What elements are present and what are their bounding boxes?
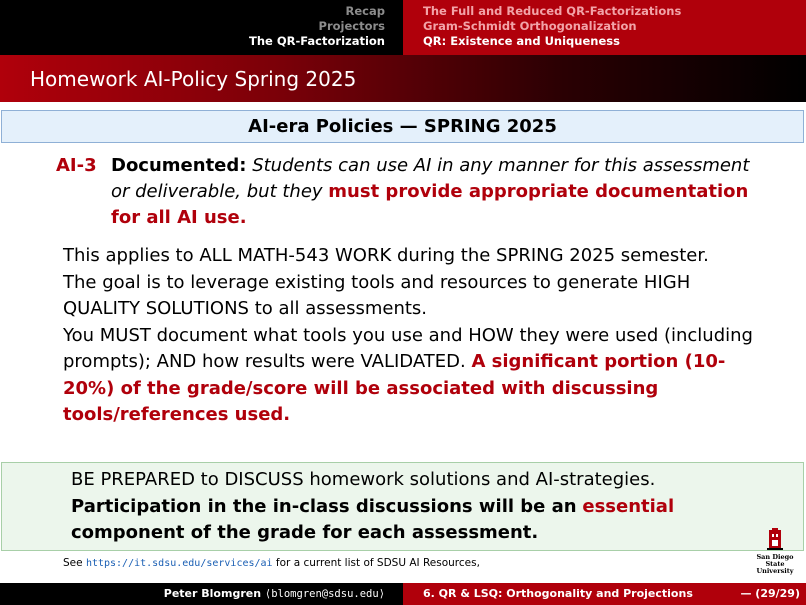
body-p3-emphasis: A significant portion (10-20%) of the grade/score will be associated with discussing tools/references used. xyxy=(63,351,726,425)
prepared-plain: BE PREPARED to DISCUSS homework solutions and AI-strategies. xyxy=(71,469,656,490)
logo-line1: San Diego State xyxy=(756,553,794,568)
footnote-link[interactable]: https://it.sdsu.edu/services/ai xyxy=(85,558,273,569)
body-p3-plain: You MUST document what tools you use and HOW they were used (including prompts); AND how results were VALIDATED. xyxy=(63,324,753,372)
ai3-label: AI-3 xyxy=(56,155,97,176)
header-nav xyxy=(0,0,806,55)
sdsu-logo xyxy=(748,528,802,575)
nav-item-qr-factorization[interactable]: The QR-Factorization xyxy=(249,34,385,48)
nav-item-qr-existence[interactable]: QR: Existence and Uniqueness xyxy=(423,34,620,48)
body-p1: This applies to ALL MATH-543 WORK during the SPRING 2025 semester. xyxy=(63,245,709,266)
policy-body xyxy=(63,243,753,429)
policy-block-title: AI-era Policies — SPRING 2025 xyxy=(248,116,557,137)
footer-page-number: — (29/29) xyxy=(740,587,800,600)
nav-subsections xyxy=(403,0,806,55)
footer-author: Peter Blomgren xyxy=(163,587,262,600)
prepared-bold1: Participation in the in-class discussions will be an xyxy=(71,495,577,517)
prepared-block xyxy=(1,462,804,551)
footer-title: 6. QR & LSQ: Orthogonality and Projections xyxy=(423,587,693,600)
ai3-emphasis: must provide appropriate documentation for all AI use. xyxy=(111,181,749,228)
footer-email: ⟨blomgren@sdsu.edu⟩ xyxy=(264,588,385,600)
nav-item-recap[interactable]: Recap xyxy=(345,4,385,18)
nav-item-gram-schmidt[interactable]: Gram-Schmidt Orthogonalization xyxy=(423,19,637,33)
footnote-pre: See xyxy=(63,557,83,569)
ai3-text xyxy=(111,153,751,231)
footnote xyxy=(63,557,480,569)
prepared-text xyxy=(71,467,755,547)
footnote-post: for a current list of SDSU AI Resources, xyxy=(275,557,480,569)
footer-title-box xyxy=(403,583,806,605)
policy-block-header xyxy=(1,110,804,143)
body-p2: The goal is to leverage existing tools and resources to generate HIGH QUALITY SOLUTIONS to all assessments. xyxy=(63,271,691,319)
prepared-bold2: component of the grade for each assessment. xyxy=(71,522,539,543)
nav-item-full-reduced-qr[interactable]: The Full and Reduced QR-Factorizations xyxy=(423,4,682,18)
ai3-italic: Students can use AI in any manner for this assessment or deliverable, but they xyxy=(111,155,750,202)
sdsu-tower-icon xyxy=(766,528,784,550)
slide-title: Homework AI-Policy Spring 2025 xyxy=(30,67,357,91)
slide-title-bar xyxy=(0,55,806,102)
footer-author-box xyxy=(0,583,403,605)
nav-sections xyxy=(0,0,403,55)
body-p3 xyxy=(63,323,753,429)
footer xyxy=(0,583,806,605)
nav-item-projectors[interactable]: Projectors xyxy=(318,19,385,33)
ai3-lead: Documented: xyxy=(111,155,247,176)
prepared-essential: essential xyxy=(582,495,675,517)
logo-line2: University xyxy=(756,567,794,575)
